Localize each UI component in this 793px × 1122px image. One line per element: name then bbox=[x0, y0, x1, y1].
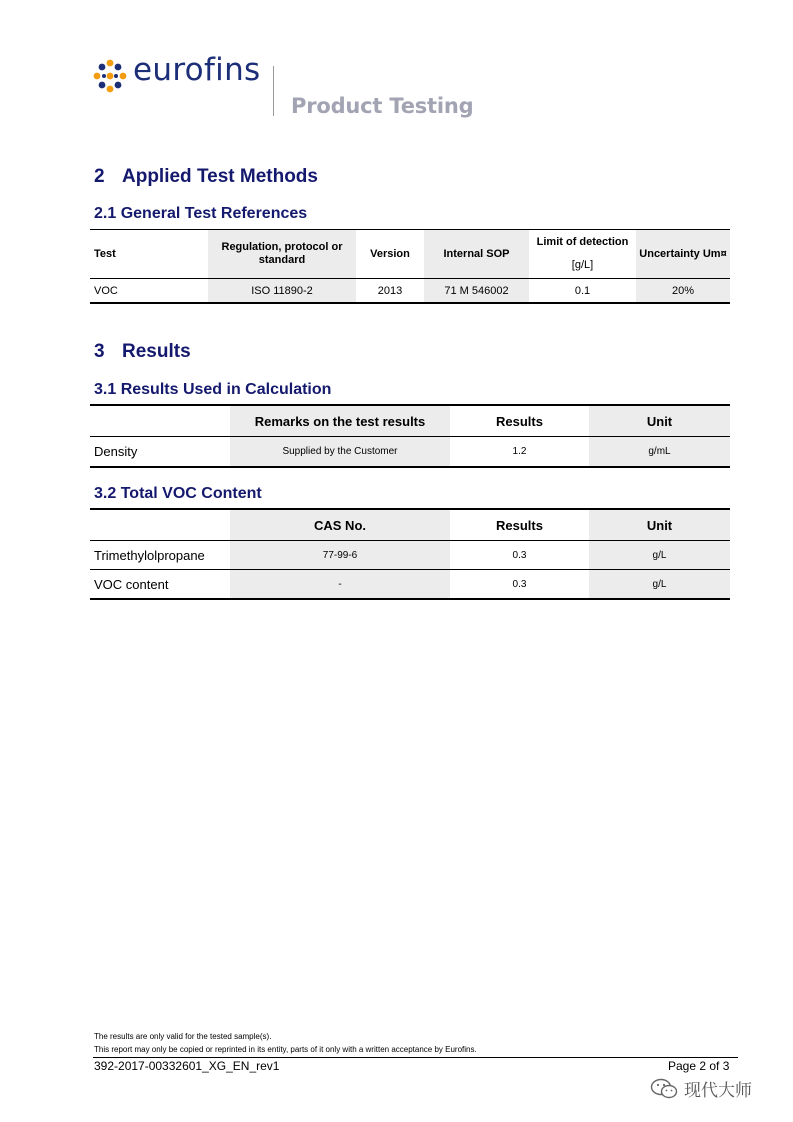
calculation-results-table bbox=[90, 404, 730, 468]
section-3-1-heading bbox=[94, 381, 331, 399]
logo-subtitle: Product Testing bbox=[291, 94, 474, 118]
wechat-icon bbox=[650, 1078, 678, 1100]
col-header-remarks: Remarks on the test results bbox=[230, 405, 450, 437]
section-number: 3.1 bbox=[94, 381, 117, 398]
table-row bbox=[90, 437, 730, 468]
section-2-heading bbox=[94, 166, 318, 188]
col-header-unit: Unit bbox=[589, 405, 730, 437]
watermark-text: 现代大师 bbox=[684, 1081, 752, 1101]
col-header-lod bbox=[529, 230, 636, 279]
cell-unit: g/mL bbox=[589, 437, 730, 468]
section-number: 2.1 bbox=[94, 205, 117, 222]
table-row bbox=[90, 279, 730, 304]
col-header-results: Results bbox=[496, 413, 543, 429]
table-header-row bbox=[90, 230, 730, 279]
col-header-blank bbox=[90, 509, 230, 541]
section-3-heading bbox=[94, 341, 191, 363]
table-row bbox=[90, 541, 730, 570]
cell-cas: - bbox=[230, 570, 450, 600]
cell-internal-sop: 71 M 546002 bbox=[424, 279, 529, 304]
cell-unit: g/L bbox=[589, 541, 730, 570]
col-header-unit: Unit bbox=[589, 509, 730, 541]
cell-regulation: ISO 11890-2 bbox=[208, 279, 356, 304]
section-number: 3.2 bbox=[94, 485, 117, 502]
cell-name: Trimethylolpropane bbox=[90, 541, 230, 570]
eurofins-logo-icon bbox=[92, 58, 128, 94]
section-number: 2 bbox=[94, 166, 105, 187]
cell-lod: 0.1 bbox=[529, 279, 636, 304]
section-title: Total VOC Content bbox=[120, 485, 262, 502]
section-title: Results bbox=[122, 341, 191, 362]
section-2-1-heading bbox=[94, 205, 307, 223]
cell-version: 2013 bbox=[356, 279, 424, 304]
lod-label: Limit of detection bbox=[536, 236, 629, 248]
col-header-cas: CAS No. bbox=[230, 509, 450, 541]
cell-results: 0.3 bbox=[450, 570, 589, 600]
table-header-row bbox=[90, 509, 730, 541]
voc-content-table bbox=[90, 508, 730, 600]
cell-results: 0.3 bbox=[450, 541, 589, 570]
section-title: Applied Test Methods bbox=[122, 166, 318, 187]
section-title: General Test References bbox=[120, 205, 308, 222]
cell-name: VOC content bbox=[90, 570, 230, 600]
logo-divider bbox=[273, 66, 274, 116]
col-header-results: Results bbox=[496, 517, 543, 533]
cell-uncertainty: 20% bbox=[636, 279, 730, 304]
cell-results: 1.2 bbox=[450, 437, 589, 468]
section-title: Results Used in Calculation bbox=[120, 381, 332, 398]
watermark bbox=[650, 1076, 752, 1101]
cell-test: VOC bbox=[90, 279, 208, 304]
footer-copy-note: This report may only be copied or reprinted in its entity, parts of it only with a written acceptance by Eurofins. bbox=[94, 1045, 477, 1054]
test-references-table bbox=[90, 229, 730, 304]
lod-unit: [g/L] bbox=[571, 259, 594, 271]
footer-validity-note: The results are only valid for the tested sample(s). bbox=[94, 1032, 272, 1041]
col-header-uncertainty: Uncertainty Um¤ bbox=[636, 230, 730, 279]
col-header-test: Test bbox=[94, 247, 116, 260]
cell-name: Density bbox=[90, 437, 230, 468]
report-id: 392-2017-00332601_XG_EN_rev1 bbox=[94, 1059, 280, 1073]
cell-unit: g/L bbox=[589, 570, 730, 600]
col-header-internal-sop: Internal SOP bbox=[424, 230, 529, 279]
page-number: Page 2 of 3 bbox=[668, 1059, 730, 1073]
col-header-regulation: Regulation, protocol or standard bbox=[208, 230, 356, 279]
section-3-2-heading bbox=[94, 485, 262, 503]
table-row bbox=[90, 570, 730, 600]
cell-cas: 77-99-6 bbox=[230, 541, 450, 570]
col-header-version: Version bbox=[370, 247, 410, 260]
footer-divider bbox=[93, 1057, 738, 1058]
cell-remarks: Supplied by the Customer bbox=[230, 437, 450, 468]
section-number: 3 bbox=[94, 341, 105, 362]
col-header-blank bbox=[90, 405, 230, 437]
table-header-row bbox=[90, 405, 730, 437]
logo-wordmark: eurofins bbox=[133, 52, 261, 88]
